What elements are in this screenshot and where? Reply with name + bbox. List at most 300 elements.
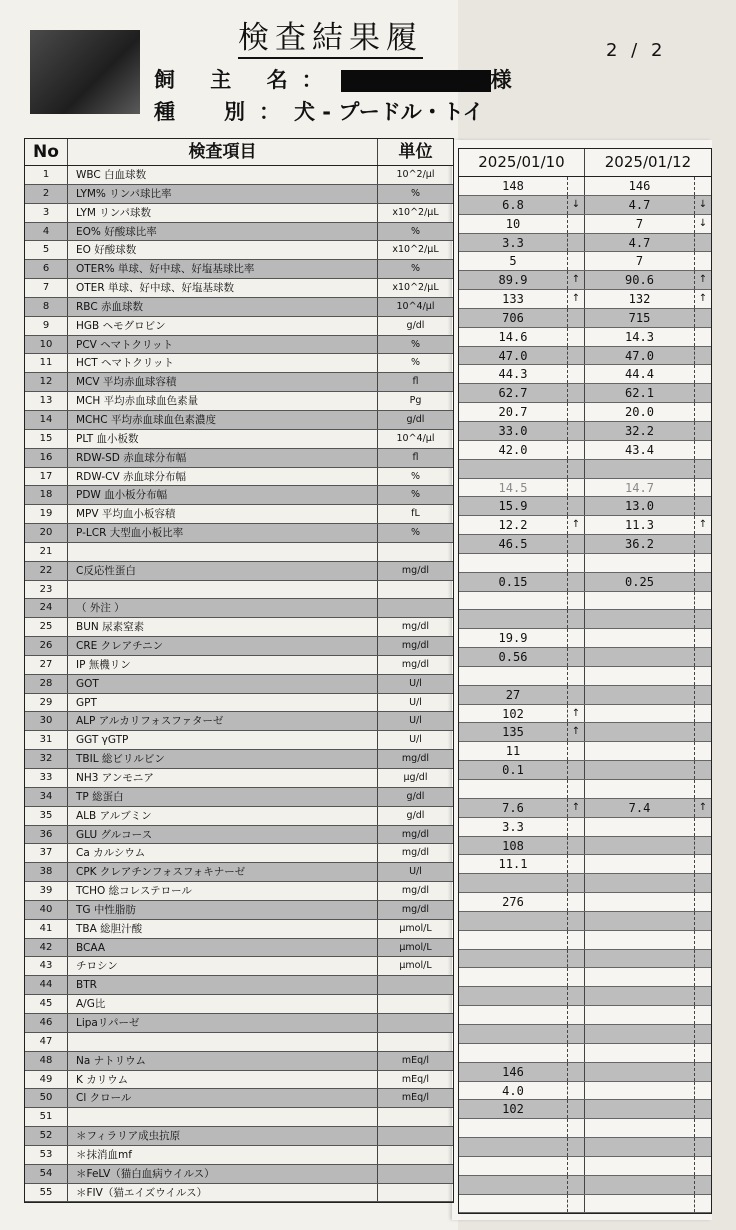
row-unit	[378, 1184, 453, 1202]
row-unit	[378, 1014, 453, 1032]
row-item: K カリウム	[68, 1071, 378, 1089]
flag-arrow-icon	[694, 479, 711, 497]
row-item: GPT	[68, 694, 378, 712]
flag-arrow-icon: ↑	[694, 799, 711, 817]
table-row	[25, 957, 453, 976]
page-title: 検査結果履	[238, 12, 423, 59]
flag-arrow-icon	[694, 837, 711, 855]
table-row	[25, 373, 453, 392]
row-unit	[378, 581, 453, 599]
row-unit: %	[410, 527, 421, 539]
result-row	[459, 460, 711, 479]
result-row	[459, 592, 711, 611]
col-item-header: 検査項目	[68, 139, 378, 165]
row-no: 40	[25, 901, 68, 919]
result-value	[459, 1157, 567, 1175]
table-row	[25, 1146, 453, 1165]
result-row	[459, 1063, 711, 1082]
row-unit: mEq/l	[401, 1073, 430, 1085]
result-cell	[585, 874, 711, 892]
flag-arrow-icon	[567, 328, 584, 346]
result-value: 5	[509, 254, 517, 269]
row-no: 17	[25, 468, 68, 486]
result-cell	[459, 705, 585, 723]
row-item: C反応性蛋白	[68, 562, 378, 580]
result-cell	[585, 365, 711, 383]
row-unit: μmol/L	[399, 922, 432, 934]
result-value	[585, 1025, 694, 1043]
owner-line	[154, 64, 512, 94]
row-item: Ca カルシウム	[68, 844, 378, 862]
result-row	[459, 968, 711, 987]
table-row	[25, 1089, 453, 1108]
result-value: 102	[502, 1102, 524, 1117]
result-cell	[585, 950, 711, 968]
result-row	[459, 328, 711, 347]
flag-arrow-icon	[567, 667, 584, 685]
row-unit: mg/dl	[401, 847, 430, 859]
result-cell	[459, 516, 585, 534]
result-row	[459, 1157, 711, 1176]
result-cell	[585, 177, 711, 195]
row-no: 19	[25, 505, 68, 523]
row-no: 46	[25, 1014, 68, 1032]
result-value	[585, 686, 694, 704]
row-item: OTER% 単球、好中球、好塩基球比率	[68, 260, 378, 278]
row-unit: U/l	[409, 866, 422, 878]
flag-arrow-icon	[567, 610, 584, 628]
result-value: 15.9	[498, 499, 528, 514]
row-no: 36	[25, 826, 68, 844]
flag-arrow-icon	[567, 309, 584, 327]
result-cell	[585, 479, 711, 497]
result-row	[459, 705, 711, 724]
table-row	[25, 298, 453, 317]
table-row	[25, 712, 453, 731]
result-value	[585, 987, 694, 1005]
result-row	[459, 686, 711, 705]
result-value	[585, 893, 694, 911]
result-cell	[459, 780, 585, 798]
result-value	[585, 931, 694, 949]
result-cell	[459, 1119, 585, 1137]
flag-arrow-icon	[694, 1082, 711, 1100]
result-cell	[585, 1195, 711, 1213]
row-no: 11	[25, 354, 68, 372]
row-item: CRE クレアチニン	[68, 637, 378, 655]
result-cell	[459, 893, 585, 911]
result-cell	[585, 1176, 711, 1194]
row-no: 18	[25, 486, 68, 504]
result-value	[585, 950, 694, 968]
table-row	[25, 750, 453, 769]
flag-arrow-icon	[694, 309, 711, 327]
result-cell	[585, 554, 711, 572]
row-no: 10	[25, 336, 68, 354]
result-row	[459, 1006, 711, 1025]
table-row	[25, 223, 453, 242]
table-row	[25, 788, 453, 807]
row-no: 42	[25, 939, 68, 957]
pet-photo	[30, 30, 140, 114]
result-cell	[459, 234, 585, 252]
flag-arrow-icon	[567, 479, 584, 497]
flag-arrow-icon	[694, 705, 711, 723]
row-no: 6	[25, 260, 68, 278]
result-cell	[459, 818, 585, 836]
result-row	[459, 1082, 711, 1101]
result-value: 11.3	[625, 518, 654, 533]
result-value	[585, 1119, 694, 1137]
row-unit: mg/dl	[401, 828, 430, 840]
table-row	[25, 731, 453, 750]
result-value: 43.4	[625, 442, 654, 457]
page-number: 2 / 2	[606, 40, 667, 61]
owner-value: 様	[490, 68, 512, 92]
result-value	[459, 667, 567, 685]
table-row	[25, 1108, 453, 1127]
result-value: 14.7	[625, 480, 654, 495]
flag-arrow-icon	[567, 347, 584, 365]
row-item: PDW 血小板分布幅	[68, 486, 378, 504]
flag-arrow-icon	[567, 1195, 584, 1213]
result-value	[459, 912, 567, 930]
flag-arrow-icon	[567, 234, 584, 252]
row-item: PCV ヘマトクリット	[68, 336, 378, 354]
result-cell	[585, 573, 711, 591]
flag-arrow-icon	[567, 837, 584, 855]
flag-arrow-icon	[567, 1100, 584, 1118]
row-no: 8	[25, 298, 68, 316]
row-unit: g/dl	[406, 809, 425, 821]
table-row	[25, 411, 453, 430]
table-row	[25, 336, 453, 355]
flag-arrow-icon	[567, 761, 584, 779]
result-value: 7.6	[502, 800, 524, 815]
row-no: 53	[25, 1146, 68, 1164]
table-row	[25, 241, 453, 260]
date-header: 2025/01/12	[604, 153, 692, 171]
result-row	[459, 950, 711, 969]
result-cell	[459, 215, 585, 233]
result-value: 146	[628, 179, 651, 193]
row-item: MCH 平均赤血球血色素量	[68, 392, 378, 410]
row-item: ALP アルカリフォスファターゼ	[68, 712, 378, 730]
row-unit	[378, 1146, 453, 1164]
result-value	[459, 1195, 567, 1213]
result-cell	[459, 1176, 585, 1194]
flag-arrow-icon: ↑	[694, 290, 711, 308]
row-item: ALB アルブミン	[68, 807, 378, 825]
result-value	[459, 931, 567, 949]
flag-arrow-icon	[694, 1119, 711, 1137]
result-value: 62.7	[498, 386, 528, 401]
flag-arrow-icon	[694, 950, 711, 968]
row-unit: 10^4/μl	[396, 432, 435, 444]
row-no: 13	[25, 392, 68, 410]
flag-arrow-icon	[694, 780, 711, 798]
result-cell	[459, 987, 585, 1005]
result-cell	[459, 1044, 585, 1062]
row-item	[68, 1108, 378, 1126]
flag-arrow-icon	[694, 723, 711, 741]
result-value	[585, 1195, 694, 1213]
row-unit: %	[410, 357, 421, 369]
row-no: 41	[25, 920, 68, 938]
row-no: 23	[25, 581, 68, 599]
result-row	[459, 610, 711, 629]
table-row	[25, 1052, 453, 1071]
result-row	[459, 761, 711, 780]
row-no: 26	[25, 637, 68, 655]
result-row	[459, 987, 711, 1006]
table-row	[25, 863, 453, 882]
flag-arrow-icon	[694, 1138, 711, 1156]
flag-arrow-icon	[567, 177, 584, 195]
flag-arrow-icon	[694, 610, 711, 628]
row-unit	[378, 543, 453, 561]
row-no: 15	[25, 430, 68, 448]
flag-arrow-icon	[567, 497, 584, 515]
row-item: Lipaリパーゼ	[68, 1014, 378, 1032]
result-cell	[585, 931, 711, 949]
flag-arrow-icon	[694, 554, 711, 572]
result-value: 12.2	[498, 518, 528, 533]
redacted-name	[341, 70, 491, 92]
result-value: 46.5	[498, 537, 528, 552]
row-item: （ 外注 ）	[68, 599, 378, 617]
row-unit: mg/dl	[401, 753, 430, 765]
result-value	[585, 837, 694, 855]
table-row	[25, 204, 453, 223]
flag-arrow-icon	[694, 1025, 711, 1043]
flag-arrow-icon	[694, 874, 711, 892]
result-cell	[459, 1100, 585, 1118]
result-value	[585, 592, 694, 610]
result-cell	[585, 271, 711, 289]
row-no: 44	[25, 976, 68, 994]
row-unit: μmol/L	[399, 941, 432, 953]
result-row	[459, 1195, 711, 1214]
result-row	[459, 629, 711, 648]
flag-arrow-icon: ↑	[567, 705, 584, 723]
species-label: 種 別：	[154, 100, 294, 124]
table-row	[25, 185, 453, 204]
result-value: 44.4	[625, 367, 654, 382]
flag-arrow-icon	[567, 1025, 584, 1043]
row-no: 24	[25, 599, 68, 617]
result-value	[585, 1138, 694, 1156]
result-row	[459, 384, 711, 403]
result-cell	[585, 384, 711, 402]
result-row	[459, 479, 711, 498]
result-cell	[459, 177, 585, 195]
result-cell	[585, 780, 711, 798]
row-unit: mg/dl	[401, 564, 430, 576]
result-row	[459, 818, 711, 837]
result-value: 715	[628, 310, 651, 325]
flag-arrow-icon	[694, 497, 711, 515]
result-cell	[585, 309, 711, 327]
result-cell	[459, 309, 585, 327]
result-cell	[585, 761, 711, 779]
result-cell	[459, 610, 585, 628]
result-cell	[459, 422, 585, 440]
result-row	[459, 1044, 711, 1063]
row-unit: %	[410, 263, 421, 275]
result-cell	[585, 535, 711, 553]
flag-arrow-icon	[567, 1044, 584, 1062]
row-item: P-LCR 大型血小板比率	[68, 524, 378, 542]
row-item	[68, 581, 378, 599]
result-cell	[459, 535, 585, 553]
flag-arrow-icon	[567, 893, 584, 911]
row-unit: μmol/L	[399, 960, 432, 972]
table-row	[25, 581, 453, 600]
result-cell	[459, 384, 585, 402]
result-value: 135	[502, 725, 524, 740]
result-row	[459, 365, 711, 384]
result-cell	[585, 610, 711, 628]
result-value: 706	[502, 310, 524, 325]
table-row	[25, 769, 453, 788]
flag-arrow-icon	[567, 968, 584, 986]
row-item: Cl クロール	[68, 1089, 378, 1107]
row-item: TCHO 総コレステロール	[68, 882, 378, 900]
row-no: 43	[25, 957, 68, 975]
row-no: 51	[25, 1108, 68, 1126]
row-no: 16	[25, 449, 68, 467]
row-no: 12	[25, 373, 68, 391]
flag-arrow-icon	[694, 968, 711, 986]
row-no: 21	[25, 543, 68, 561]
flag-arrow-icon	[694, 460, 711, 478]
flag-arrow-icon: ↑	[567, 290, 584, 308]
results-table	[458, 148, 712, 1214]
flag-arrow-icon	[694, 761, 711, 779]
table-row	[25, 1033, 453, 1052]
row-no: 25	[25, 618, 68, 636]
flag-arrow-icon	[567, 384, 584, 402]
table-row	[25, 882, 453, 901]
result-value	[585, 1100, 694, 1118]
row-no: 31	[25, 731, 68, 749]
row-no: 38	[25, 863, 68, 881]
row-item: RDW-SD 赤血球分布幅	[68, 449, 378, 467]
table-row	[25, 260, 453, 279]
result-value	[585, 705, 694, 723]
result-row	[459, 516, 711, 535]
flag-arrow-icon	[694, 422, 711, 440]
row-unit: g/dl	[406, 319, 425, 331]
result-cell	[585, 403, 711, 421]
row-no: 2	[25, 185, 68, 203]
row-no: 52	[25, 1127, 68, 1145]
flag-arrow-icon: ↑	[567, 799, 584, 817]
row-item: ＊抹消血mf	[68, 1146, 378, 1164]
row-item: EO% 好酸球比率	[68, 223, 378, 241]
row-unit: mEq/l	[401, 1054, 430, 1066]
result-cell	[459, 648, 585, 666]
result-value: 108	[502, 838, 524, 853]
row-item: MCHC 平均赤血球血色素濃度	[68, 411, 378, 429]
flag-arrow-icon	[694, 987, 711, 1005]
result-cell	[459, 1063, 585, 1081]
result-row	[459, 1176, 711, 1195]
result-row	[459, 234, 711, 253]
row-unit: Pg	[409, 395, 422, 407]
row-no: 34	[25, 788, 68, 806]
flag-arrow-icon	[567, 441, 584, 459]
table-header	[25, 139, 453, 166]
flag-arrow-icon	[567, 1082, 584, 1100]
row-no: 28	[25, 675, 68, 693]
row-unit: 10^2/μl	[396, 169, 435, 180]
row-unit	[378, 599, 453, 617]
row-item: MCV 平均赤血球容積	[68, 373, 378, 391]
result-cell	[585, 215, 711, 233]
result-cell	[585, 1100, 711, 1118]
result-cell	[585, 742, 711, 760]
row-item: LYM% リンパ球比率	[68, 185, 378, 203]
row-no: 50	[25, 1089, 68, 1107]
row-no: 39	[25, 882, 68, 900]
row-item: BCAA	[68, 939, 378, 957]
result-value	[585, 1044, 694, 1062]
table-row	[25, 599, 453, 618]
result-row	[459, 780, 711, 799]
date-header: 2025/01/10	[459, 149, 585, 176]
result-value: 14.3	[625, 329, 654, 344]
result-value	[585, 855, 694, 873]
result-value: 32.2	[625, 423, 654, 438]
result-row	[459, 177, 711, 196]
table-row	[25, 505, 453, 524]
result-row	[459, 422, 711, 441]
flag-arrow-icon	[567, 742, 584, 760]
result-row	[459, 441, 711, 460]
result-cell	[459, 196, 585, 214]
result-row	[459, 742, 711, 761]
result-cell	[585, 799, 711, 817]
flag-arrow-icon	[694, 893, 711, 911]
result-cell	[585, 1044, 711, 1062]
flag-arrow-icon: ↑	[694, 516, 711, 534]
result-value	[459, 1006, 567, 1024]
row-unit	[378, 1165, 453, 1183]
result-value	[459, 1138, 567, 1156]
result-row	[459, 874, 711, 893]
result-cell	[585, 912, 711, 930]
result-value: 36.2	[625, 537, 654, 552]
result-cell	[459, 799, 585, 817]
row-item: RDW-CV 赤血球分布幅	[68, 468, 378, 486]
result-cell	[585, 460, 711, 478]
result-row	[459, 912, 711, 931]
flag-arrow-icon	[567, 780, 584, 798]
result-value	[459, 1119, 567, 1137]
result-cell	[585, 987, 711, 1005]
result-cell	[585, 1063, 711, 1081]
result-value: 6.8	[502, 197, 524, 212]
result-cell	[459, 441, 585, 459]
result-value: 10	[505, 216, 521, 231]
flag-arrow-icon	[567, 648, 584, 666]
result-row	[459, 309, 711, 328]
result-row	[459, 799, 711, 818]
row-no: 20	[25, 524, 68, 542]
result-cell	[585, 592, 711, 610]
